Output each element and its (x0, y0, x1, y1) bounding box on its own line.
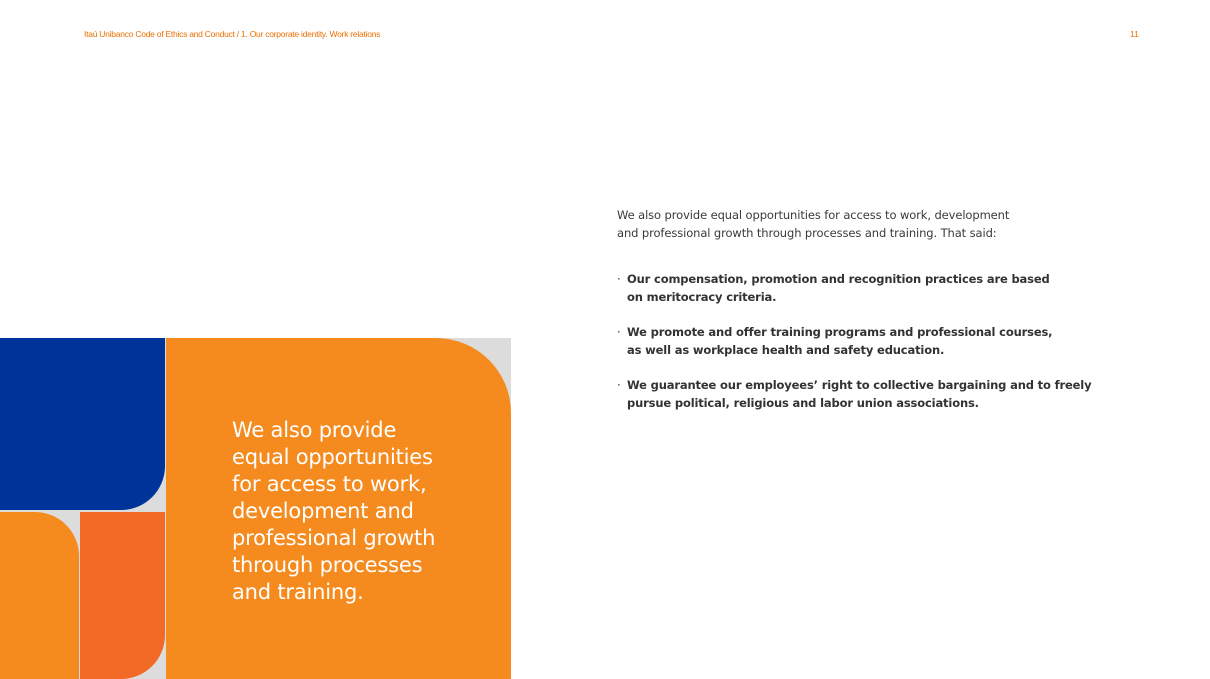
list-item (617, 323, 1097, 359)
page-number: 11 (1130, 29, 1139, 39)
bullet-line: on meritocracy criteria. (627, 290, 777, 304)
quote-line: equal opportunities (232, 445, 433, 469)
orange-shape (0, 512, 79, 679)
bullet-line: as well as workplace health and safety education. (627, 343, 945, 357)
intro-paragraph (617, 207, 1037, 242)
header-breadcrumb: Itaú Unibanco Code of Ethics and Conduct / 1. Our corporate identity. Work relations (84, 29, 381, 39)
bullet-marker: · (617, 325, 621, 339)
quote-line: through processes (232, 553, 423, 577)
bullet-line: We promote and offer training programs and professional courses, (627, 325, 1053, 339)
quote-line: development and (232, 499, 414, 523)
quote-line: professional growth (232, 526, 436, 550)
intro-line: and professional growth through processes and training. That said: (617, 225, 997, 240)
bullet-marker: · (617, 378, 621, 392)
bullet-marker: · (617, 272, 621, 286)
list-item (617, 270, 1097, 306)
bullet-list (617, 270, 1097, 429)
bullet-line: Our compensation, promotion and recognition practices are based (627, 272, 1050, 286)
blue-shape (0, 338, 165, 510)
intro-line: We also provide equal opportunities for access to work, development (617, 208, 1010, 222)
list-item (617, 376, 1097, 412)
quote-line: for access to work, (232, 472, 427, 496)
red-orange-shape (80, 512, 165, 679)
bullet-line: pursue political, religious and labor union associations. (627, 396, 979, 410)
quote-line: and training. (232, 580, 364, 604)
highlight-quote (232, 417, 472, 606)
bullet-line: We guarantee our employees’ right to collective bargaining and to freely (627, 378, 1092, 392)
quote-line: We also provide (232, 418, 397, 442)
